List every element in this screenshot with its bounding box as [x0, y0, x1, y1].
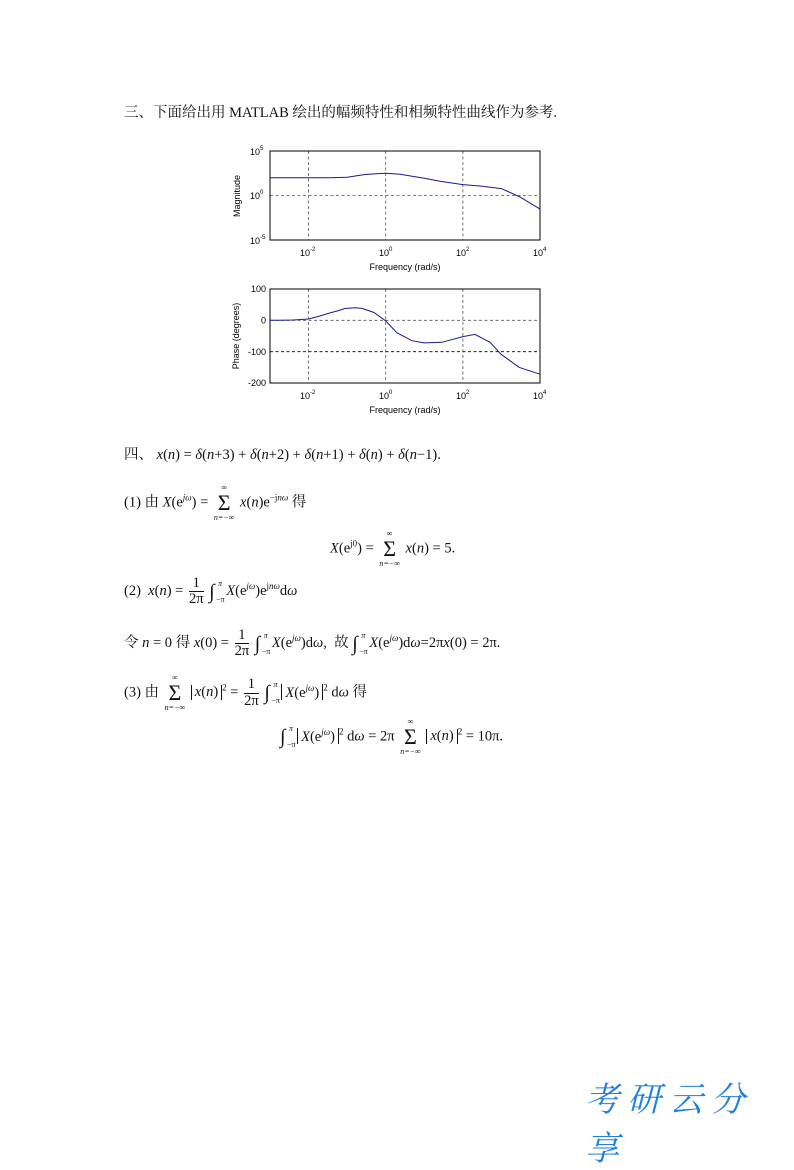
magnitude-curve — [270, 173, 540, 209]
part-3-parseval: (3) 由 ∞ Σ n=−∞ x(n) $^2$ = $\frac{1}{2\pi}$ ∫ π −π $X(e^{j\omega})$ $^2$ dω 得 — [124, 673, 367, 712]
phase-xticks — [300, 390, 547, 401]
magnitude-axes — [270, 151, 540, 240]
section-4-label: 四、 — [124, 447, 153, 463]
phase-curve — [270, 308, 540, 374]
svg-text:105: $10^5$ — [250, 146, 264, 157]
integral-symbol: ∫ π −π — [280, 724, 296, 749]
magnitude-xlabel: Frequency (rad/s) — [369, 262, 441, 272]
magnitude-xticks — [300, 247, 547, 258]
integral-symbol: ∫ π −π — [264, 680, 280, 705]
magnitude-ylabel: Magnitude — [232, 174, 242, 218]
svg-text:100: $10^0$ — [379, 390, 393, 401]
summation-symbol: ∞ Σ n=−∞ — [164, 673, 186, 712]
integral-symbol: ∫ π −π — [209, 578, 225, 604]
phase-axes — [270, 289, 540, 383]
svg-text:100: $10^0$ — [379, 247, 393, 258]
integral-symbol: ∫ π −π — [254, 630, 271, 656]
svg-text:-100: -100 — [247, 347, 266, 357]
summation-symbol: ∞ Σ n=−∞ — [400, 717, 421, 756]
svg-text:0: 0 — [260, 315, 266, 326]
svg-text:104: $10^4$ — [533, 247, 547, 258]
section-3-heading: 三、下面给出用 MATLAB 绘出的幅频特性和相频特性曲线作为参考. — [124, 105, 557, 121]
part-3-result: ∫ π −π $X(e^{j\omega})$ $^2$ dω = 2π ∞ Σ n=−∞ x(n) $^2$ = 10π. — [280, 717, 504, 756]
svg-text:10-5: $10^{-5}$ — [250, 235, 266, 246]
part-2-label: (2) — [124, 583, 141, 600]
watermark: 考研云分享 — [585, 1080, 753, 1169]
svg-text:104: $10^4$ — [533, 390, 547, 401]
magnitude-yticks — [250, 146, 266, 246]
svg-text:10-2: $10^{-2}$ — [300, 390, 316, 401]
summation-symbol: ∞ Σ n=−∞ — [213, 483, 235, 522]
part-2-let-n-zero: 令 n = 0 得 x(0) = $\frac{1}{2\pi}$ ∫ π −π $X(e^{j\omega})d\omega$, 故 ∫ π −π $X(e^{j\omega})d\omega=2\pi x(0) = 2\pi$. — [124, 627, 501, 660]
part-3-label: (3) — [124, 684, 141, 701]
phase-xlabel: Frequency (rad/s) — [369, 405, 441, 415]
svg-text:102: $10^2$ — [456, 390, 470, 401]
svg-text:102: $10^2$ — [456, 247, 470, 258]
phase-yticks — [248, 284, 266, 388]
phase-ylabel: Phase (degrees) — [231, 302, 241, 370]
integral-symbol: ∫ π −π — [352, 630, 368, 656]
part-2-inverse: (2) x(n) = $\frac{1}{2\pi}$ ∫ π −π $X(e^{j\omega})e^{jn\omega}d\omega$ — [124, 575, 298, 608]
svg-text:100: 100 — [250, 284, 266, 294]
svg-text:10-2: $10^{-2}$ — [300, 247, 316, 258]
svg-text:100: $10^0$ — [250, 190, 264, 201]
summation-symbol: ∞ Σ n=−∞ — [379, 529, 400, 568]
section-4-equation: 四、 x(n) = δ(n+3) + δ(n+2) + δ(n+1) + δ(n) + δ(n−1). — [124, 447, 441, 463]
part-1-label: (1) — [124, 494, 141, 511]
part-1-definition: (1) 由 $X(e^{j\omega})$ = ∞ Σ n=−∞ $x(n)e^{-jn\omega}$ 得 — [124, 483, 307, 522]
svg-text:-200: -200 — [247, 378, 266, 388]
part-1-result: $X(e^{j0})$ = ∞ Σ n=−∞ x(n) = 5. — [330, 529, 456, 568]
